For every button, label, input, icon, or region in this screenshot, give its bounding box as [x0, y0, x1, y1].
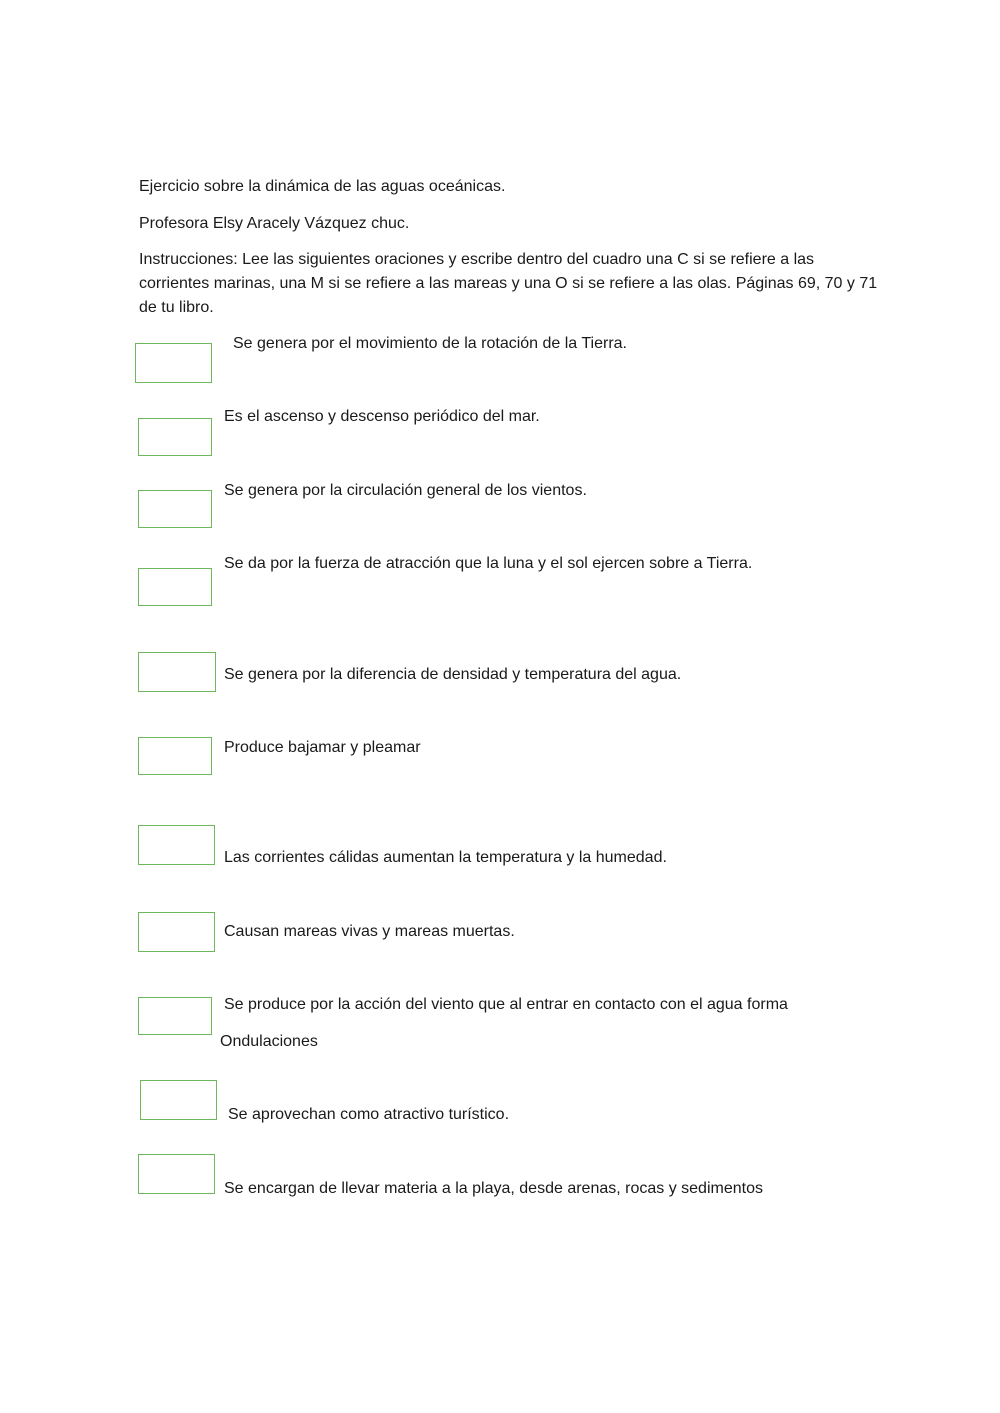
answer-box[interactable]	[138, 490, 212, 528]
question-text: Se produce por la acción del viento que al entrar en contacto con el agua forma	[224, 996, 788, 1013]
question-text: Produce bajamar y pleamar	[224, 739, 421, 756]
question-text: Las corrientes cálidas aumentan la temperatura y la humedad.	[224, 849, 667, 866]
answer-box[interactable]	[138, 912, 215, 952]
worksheet-title: Ejercicio sobre la dinámica de las aguas oceánicas.	[139, 178, 506, 195]
teacher-name: Profesora Elsy Aracely Vázquez chuc.	[139, 215, 410, 232]
question-text-continuation: Ondulaciones	[220, 1033, 318, 1050]
answer-box[interactable]	[138, 418, 212, 456]
answer-box[interactable]	[138, 737, 212, 775]
instructions: Instrucciones: Lee las siguientes oraciones y escribe dentro del cuadro una C si se refiere a las corrientes marinas, una M si se refiere a las mareas y una O si se refiere a las olas. Páginas 69, 70 y 71 de tu libro.	[139, 251, 878, 316]
question-text: Es el ascenso y descenso periódico del mar.	[224, 408, 540, 425]
answer-box[interactable]	[138, 1154, 215, 1194]
question-text: Causan mareas vivas y mareas muertas.	[224, 923, 515, 940]
question-text: Se encargan de llevar materia a la playa, desde arenas, rocas y sedimentos	[224, 1180, 763, 1197]
answer-box[interactable]	[138, 568, 212, 606]
answer-box[interactable]	[138, 652, 216, 692]
question-text: Se da por la fuerza de atracción que la luna y el sol ejercen sobre a Tierra.	[224, 555, 753, 572]
question-text: Se genera por la diferencia de densidad y temperatura del agua.	[224, 666, 682, 683]
question-text: Se genera por el movimiento de la rotación de la Tierra.	[233, 335, 627, 352]
answer-box[interactable]	[140, 1080, 217, 1120]
question-text: Se aprovechan como atractivo turístico.	[228, 1106, 510, 1123]
answer-box[interactable]	[138, 997, 212, 1035]
question-text: Se genera por la circulación general de los vientos.	[224, 482, 587, 499]
answer-box[interactable]	[135, 343, 212, 383]
answer-box[interactable]	[138, 825, 215, 865]
